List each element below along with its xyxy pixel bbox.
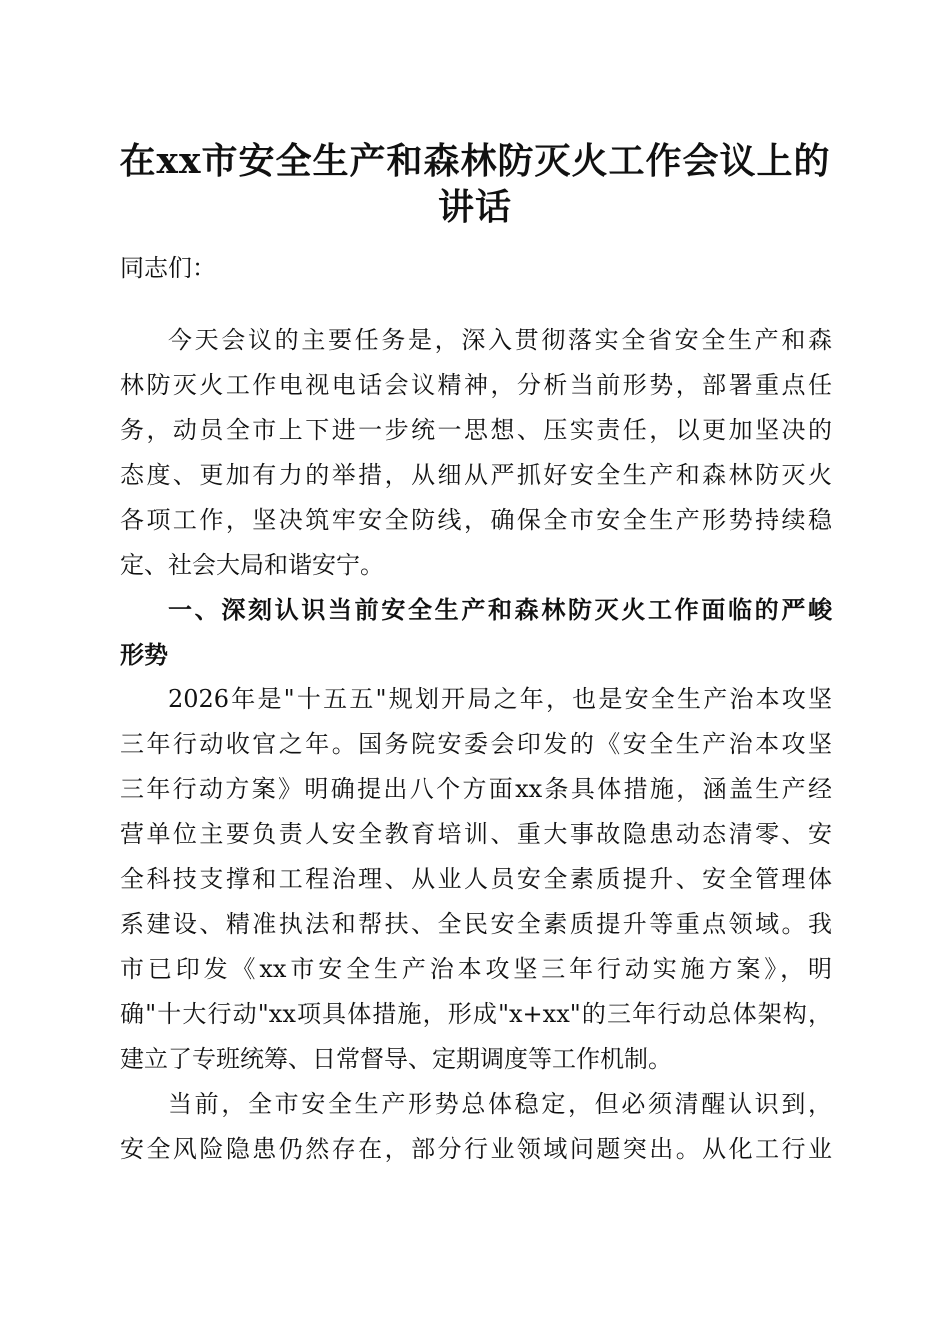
- paragraph-line: 三年行动方案》明确提出八个方面xx条具体措施，涵盖生产经: [120, 775, 832, 803]
- section-heading: 一、深刻认识当前安全生产和森林防灭火工作面临的严峻: [168, 596, 832, 624]
- paragraph-line: 定、社会大局和谐安宁。: [120, 551, 384, 579]
- paragraph-line: 2026年是"十五五"规划开局之年，也是安全生产治本攻坚: [168, 685, 832, 713]
- paragraph-line: 务，动员全市上下进一步统一思想、压实责任，以更加坚决的: [120, 416, 832, 444]
- paragraph-line: 三年行动收官之年。国务院安委会印发的《安全生产治本攻坚: [120, 730, 832, 758]
- paragraph-line: 今天会议的主要任务是，深入贯彻落实全省安全生产和森: [168, 326, 832, 354]
- paragraph-line: 安全风险隐患仍然存在，部分行业领域问题突出。从化工行业: [120, 1135, 832, 1163]
- paragraph-line: 全科技支撑和工程治理、从业人员安全素质提升、安全管理体: [120, 865, 832, 893]
- paragraph-line: 林防灭火工作电视电话会议精神，分析当前形势，部署重点任: [120, 371, 832, 399]
- section-heading: 形势: [120, 641, 168, 669]
- paragraph-line: 市已印发《xx市安全生产治本攻坚三年行动实施方案》，明: [120, 955, 832, 983]
- salutation: 同志们：: [120, 254, 216, 282]
- paragraph-line: 各项工作，坚决筑牢安全防线，确保全市安全生产形势持续稳: [120, 506, 832, 534]
- paragraph-line: 系建设、精准执法和帮扶、全民安全素质提升等重点领域。我: [120, 910, 832, 938]
- paragraph-line: 态度、更加有力的举措，从细从严抓好安全生产和森林防灭火: [120, 461, 832, 489]
- paragraph-line: 确"十大行动"xx项具体措施，形成"x+xx"的三年行动总体架构，: [120, 1000, 832, 1028]
- paragraph-line: 建立了专班统筹、日常督导、定期调度等工作机制。: [120, 1045, 672, 1073]
- document-title-line-1: 在xx市安全生产和森林防灭火工作会议上的: [119, 140, 831, 182]
- paragraph-line: 当前，全市安全生产形势总体稳定，但必须清醒认识到，: [168, 1090, 832, 1118]
- paragraph-line: 营单位主要负责人安全教育培训、重大事故隐患动态清零、安: [120, 820, 832, 848]
- document-title-line-2: 讲话: [437, 186, 512, 228]
